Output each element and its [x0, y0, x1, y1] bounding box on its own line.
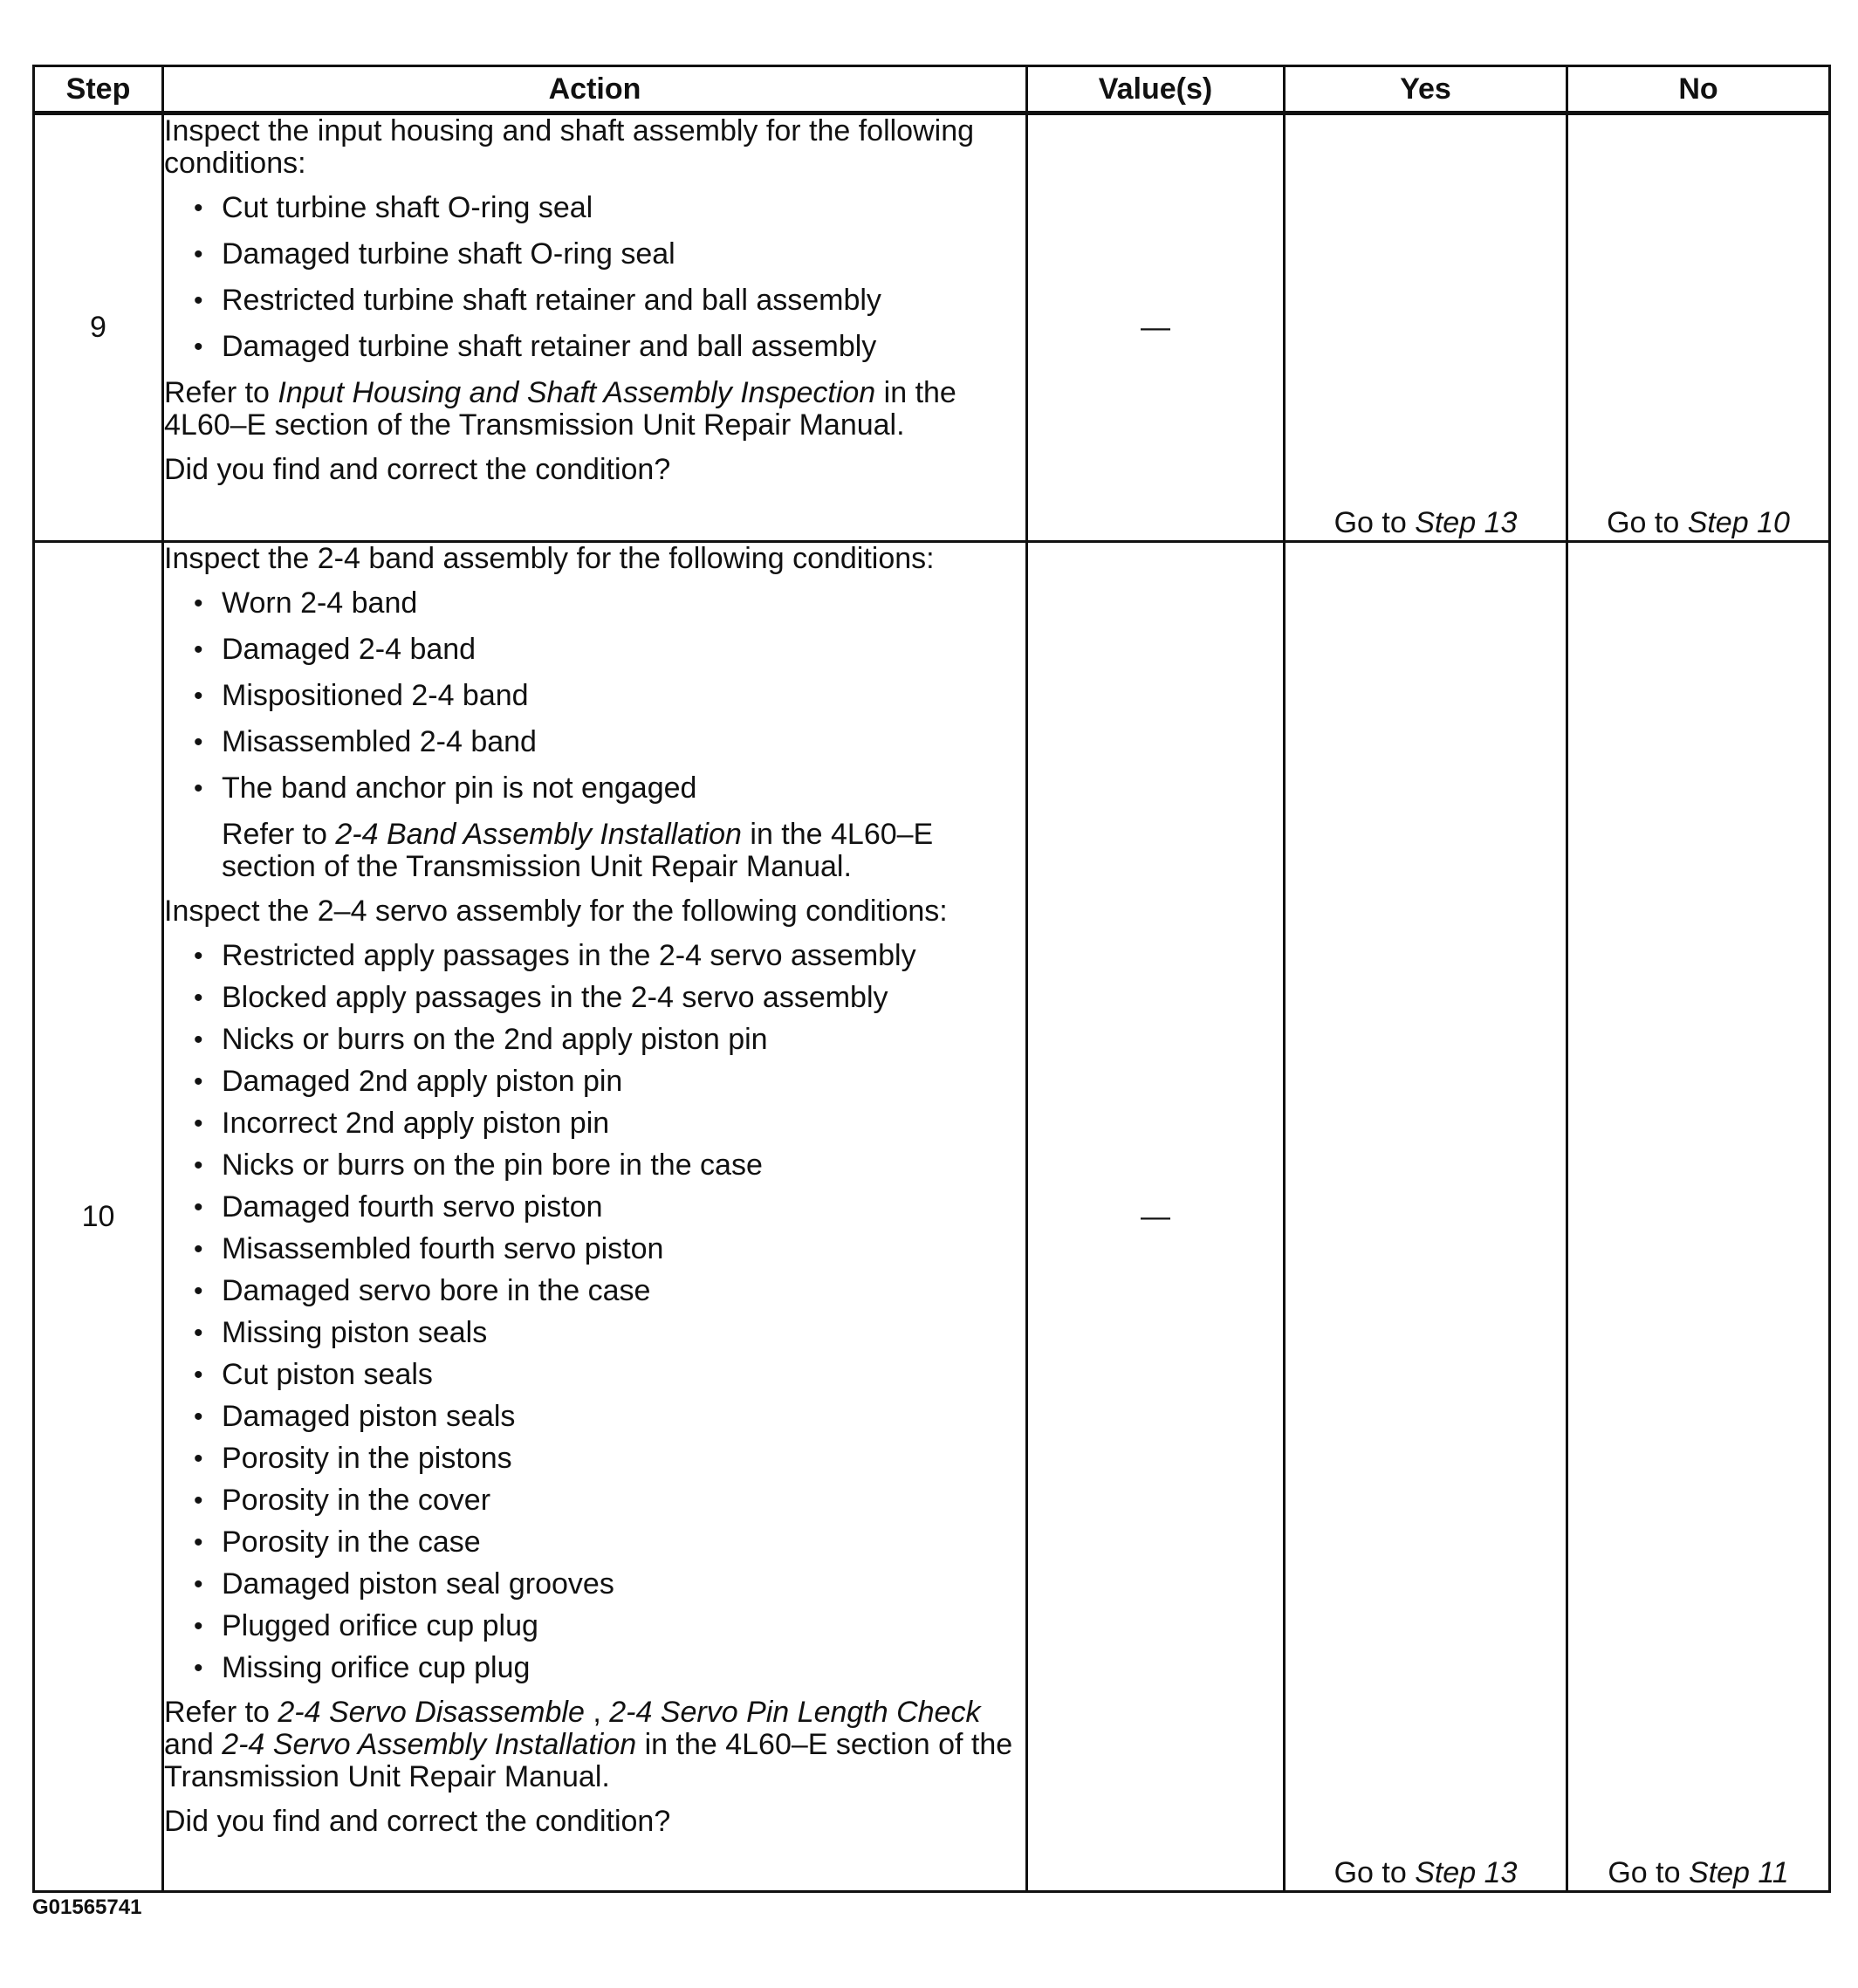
- list-item: • Damaged turbine shaft retainer and ball assembly: [194, 331, 1025, 363]
- refer-suffix: in the 4L60–E section of the Transmission Unit Repair Manual.: [164, 1728, 1013, 1793]
- step-number: 10: [34, 542, 163, 1892]
- list-item: • Blocked apply passages in the 2-4 servo assembly: [194, 982, 1025, 1014]
- condition-list: [164, 192, 1025, 363]
- yes-prefix: Go to: [1334, 1856, 1416, 1889]
- list-item: • Nicks or burrs on the 2nd apply piston pin: [194, 1024, 1025, 1056]
- header-step: Step: [34, 66, 163, 113]
- refer-link-installation[interactable]: 2-4 Servo Assembly Installation: [222, 1728, 637, 1761]
- yes-cell: [1285, 113, 1567, 542]
- step-number: 9: [34, 113, 163, 542]
- no-step-link[interactable]: Step 10: [1687, 506, 1790, 539]
- header-no: No: [1567, 66, 1830, 113]
- refer-link[interactable]: 2-4 Band Assembly Installation: [335, 818, 742, 851]
- refer-separator: and: [164, 1728, 223, 1761]
- servo-condition-list: [164, 940, 1025, 1684]
- servo-intro: Inspect the 2–4 servo assembly for the following conditions:: [164, 895, 948, 928]
- list-item: • Porosity in the cover: [194, 1484, 1025, 1517]
- action-cell: [163, 113, 1027, 542]
- yes-cell: [1285, 542, 1567, 1892]
- table-row-step-10: [34, 542, 1830, 1892]
- band-refer-text: [222, 819, 1025, 883]
- refer-prefix: Refer to: [164, 1696, 278, 1729]
- list-item: • Restricted apply passages in the 2-4 servo assembly: [194, 940, 1025, 972]
- refer-suffix: in the 4L60–E section of the Transmission Unit Repair Manual.: [164, 376, 956, 442]
- refer-separator: ,: [584, 1696, 610, 1729]
- list-item: • Porosity in the case: [194, 1526, 1025, 1559]
- no-prefix: Go to: [1607, 506, 1688, 539]
- list-item: • Incorrect 2nd apply piston pin: [194, 1107, 1025, 1140]
- list-item: • Damaged fourth servo piston: [194, 1191, 1025, 1224]
- yes-prefix: Go to: [1334, 506, 1416, 539]
- yes-step-link[interactable]: Step 13: [1415, 1856, 1518, 1889]
- question-text: Did you find and correct the condition?: [164, 1805, 671, 1838]
- refer-link-pin-length[interactable]: 2-4 Servo Pin Length Check: [609, 1696, 981, 1729]
- list-item: • Missing orifice cup plug: [194, 1652, 1025, 1684]
- refer-prefix: Refer to: [222, 818, 336, 851]
- list-item: • Mispositioned 2-4 band: [194, 680, 1025, 712]
- refer-suffix: in the 4L60–E section of the Transmission Unit Repair Manual.: [222, 818, 934, 883]
- servo-refer-text: [164, 1697, 1025, 1793]
- list-item: • The band anchor pin is not engaged: [194, 772, 1025, 805]
- value-cell: —: [1027, 542, 1285, 1892]
- list-item: • Porosity in the pistons: [194, 1443, 1025, 1475]
- band-condition-list: [164, 587, 1025, 805]
- action-intro: Inspect the 2-4 band assembly for the following conditions:: [164, 542, 935, 575]
- table-row-step-9: [34, 113, 1830, 542]
- list-item: • Damaged piston seal grooves: [194, 1568, 1025, 1601]
- header-yes: Yes: [1285, 66, 1567, 113]
- refer-text: [164, 377, 1025, 442]
- list-item: • Plugged orifice cup plug: [194, 1610, 1025, 1642]
- no-step-link[interactable]: Step 11: [1688, 1856, 1789, 1889]
- action-cell: [163, 542, 1027, 1892]
- refer-prefix: Refer to: [164, 376, 278, 409]
- list-item: • Nicks or burrs on the pin bore in the case: [194, 1149, 1025, 1182]
- list-item: • Damaged 2-4 band: [194, 634, 1025, 666]
- yes-step-link[interactable]: Step 13: [1415, 506, 1518, 539]
- list-item: • Missing piston seals: [194, 1317, 1025, 1349]
- list-item: • Damaged turbine shaft O-ring seal: [194, 238, 1025, 271]
- list-item: • Restricted turbine shaft retainer and ball assembly: [194, 284, 1025, 317]
- figure-id: G01565741: [32, 1895, 142, 1919]
- diagnostic-table: [32, 65, 1831, 1893]
- value-cell: —: [1027, 113, 1285, 542]
- header-row: [34, 66, 1830, 113]
- refer-link-disassemble[interactable]: 2-4 Servo Disassemble: [278, 1696, 585, 1729]
- list-item: • Damaged piston seals: [194, 1401, 1025, 1433]
- no-cell: [1567, 113, 1830, 542]
- list-item: • Misassembled 2-4 band: [194, 726, 1025, 758]
- list-item: • Damaged 2nd apply piston pin: [194, 1066, 1025, 1098]
- list-item: • Misassembled fourth servo piston: [194, 1233, 1025, 1265]
- header-values: Value(s): [1027, 66, 1285, 113]
- no-prefix: Go to: [1608, 1856, 1689, 1889]
- refer-link[interactable]: Input Housing and Shaft Assembly Inspection: [278, 376, 876, 409]
- list-item: • Worn 2-4 band: [194, 587, 1025, 620]
- question-text: Did you find and correct the condition?: [164, 453, 671, 486]
- header-action: Action: [163, 66, 1027, 113]
- list-item: • Cut piston seals: [194, 1359, 1025, 1391]
- list-item: • Damaged servo bore in the case: [194, 1275, 1025, 1307]
- no-cell: [1567, 542, 1830, 1892]
- list-item: • Cut turbine shaft O-ring seal: [194, 192, 1025, 224]
- action-intro: Inspect the input housing and shaft assembly for the following conditions:: [164, 114, 975, 180]
